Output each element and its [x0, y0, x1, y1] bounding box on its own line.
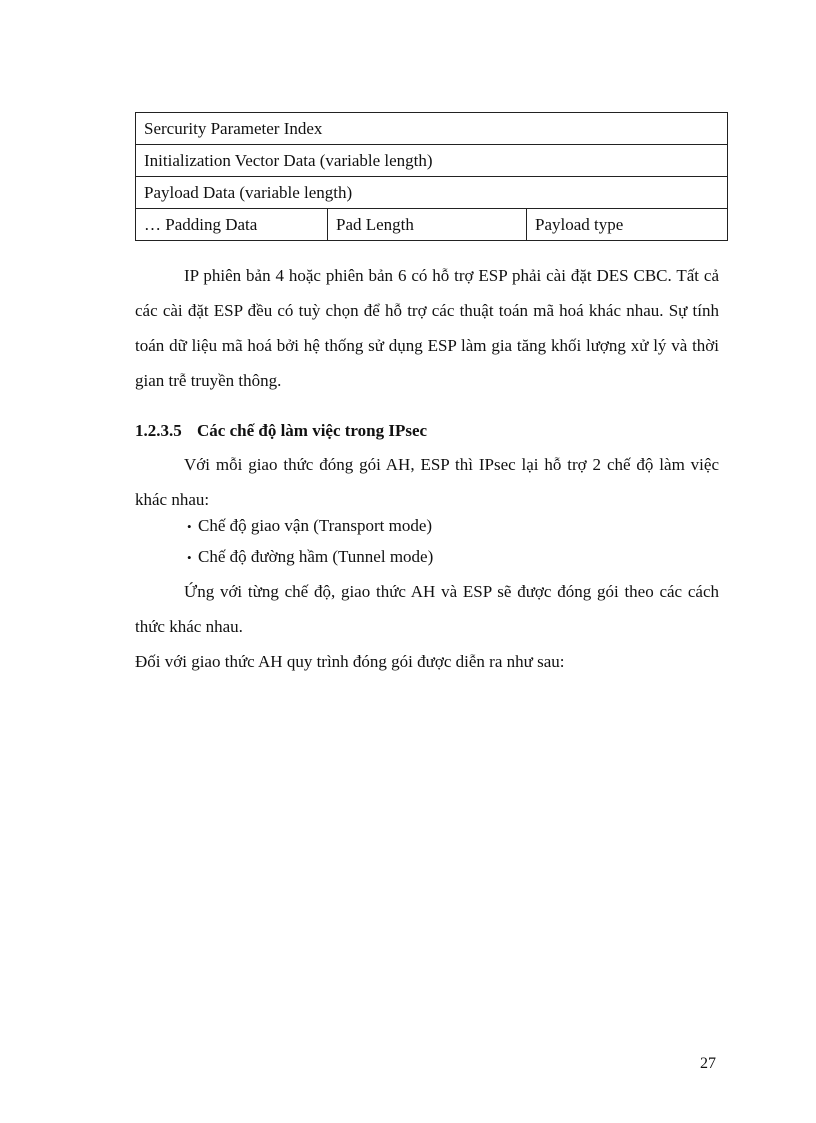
bullet-icon: •	[187, 519, 192, 534]
table-cell-payload: Payload Data (variable length)	[136, 177, 728, 209]
esp-packet-format-table	[135, 112, 728, 241]
section-title: Các chế độ làm việc trong IPsec	[197, 421, 428, 440]
table-row	[136, 177, 728, 209]
table-row	[136, 113, 728, 145]
page-number: 27	[700, 1055, 716, 1072]
section-number: 1.2.3.5	[135, 421, 182, 440]
paragraph-modes-detail: Ứng với từng chế độ, giao thức AH và ESP sẽ được đóng gói theo các cách thức khác nhau.	[135, 582, 719, 636]
list-item	[187, 545, 433, 570]
table-row	[136, 209, 728, 241]
table-cell-pad-length: Pad Length	[328, 209, 527, 241]
table-cell-payload-type: Payload type	[527, 209, 728, 241]
table-row	[136, 145, 728, 177]
paragraph-esp-des: IP phiên bản 4 hoặc phiên bản 6 có hỗ trợ ESP phải cài đặt DES CBC. Tất cả các cài đặt ESP đều có tuỳ chọn để hỗ trợ các thuật toán mã hoá khác nhau. Sự tính toán dữ liệu mã hoá bởi hệ thống sử dụng ESP làm gia tăng khối lượng xử lý và thời gian trễ truyền thông.	[135, 266, 719, 390]
bullet-icon: •	[187, 550, 192, 565]
paragraph-modes-intro: Với mỗi giao thức đóng gói AH, ESP thì IPsec lại hỗ trợ 2 chế độ làm việc khác nhau:	[135, 455, 719, 509]
list-item	[187, 514, 432, 539]
list-item-text: Chế độ đường hầm (Tunnel mode)	[198, 547, 434, 566]
table-cell-padding: … Padding Data	[136, 209, 328, 241]
paragraph-ah-process: Đối với giao thức AH quy trình đóng gói được diễn ra như sau:	[135, 652, 565, 671]
list-item-text: Chế độ giao vận (Transport mode)	[198, 516, 433, 535]
section-heading	[135, 419, 427, 443]
table-cell-iv: Initialization Vector Data (variable length)	[136, 145, 728, 177]
table-cell-spi: Sercurity Parameter Index	[136, 113, 728, 145]
